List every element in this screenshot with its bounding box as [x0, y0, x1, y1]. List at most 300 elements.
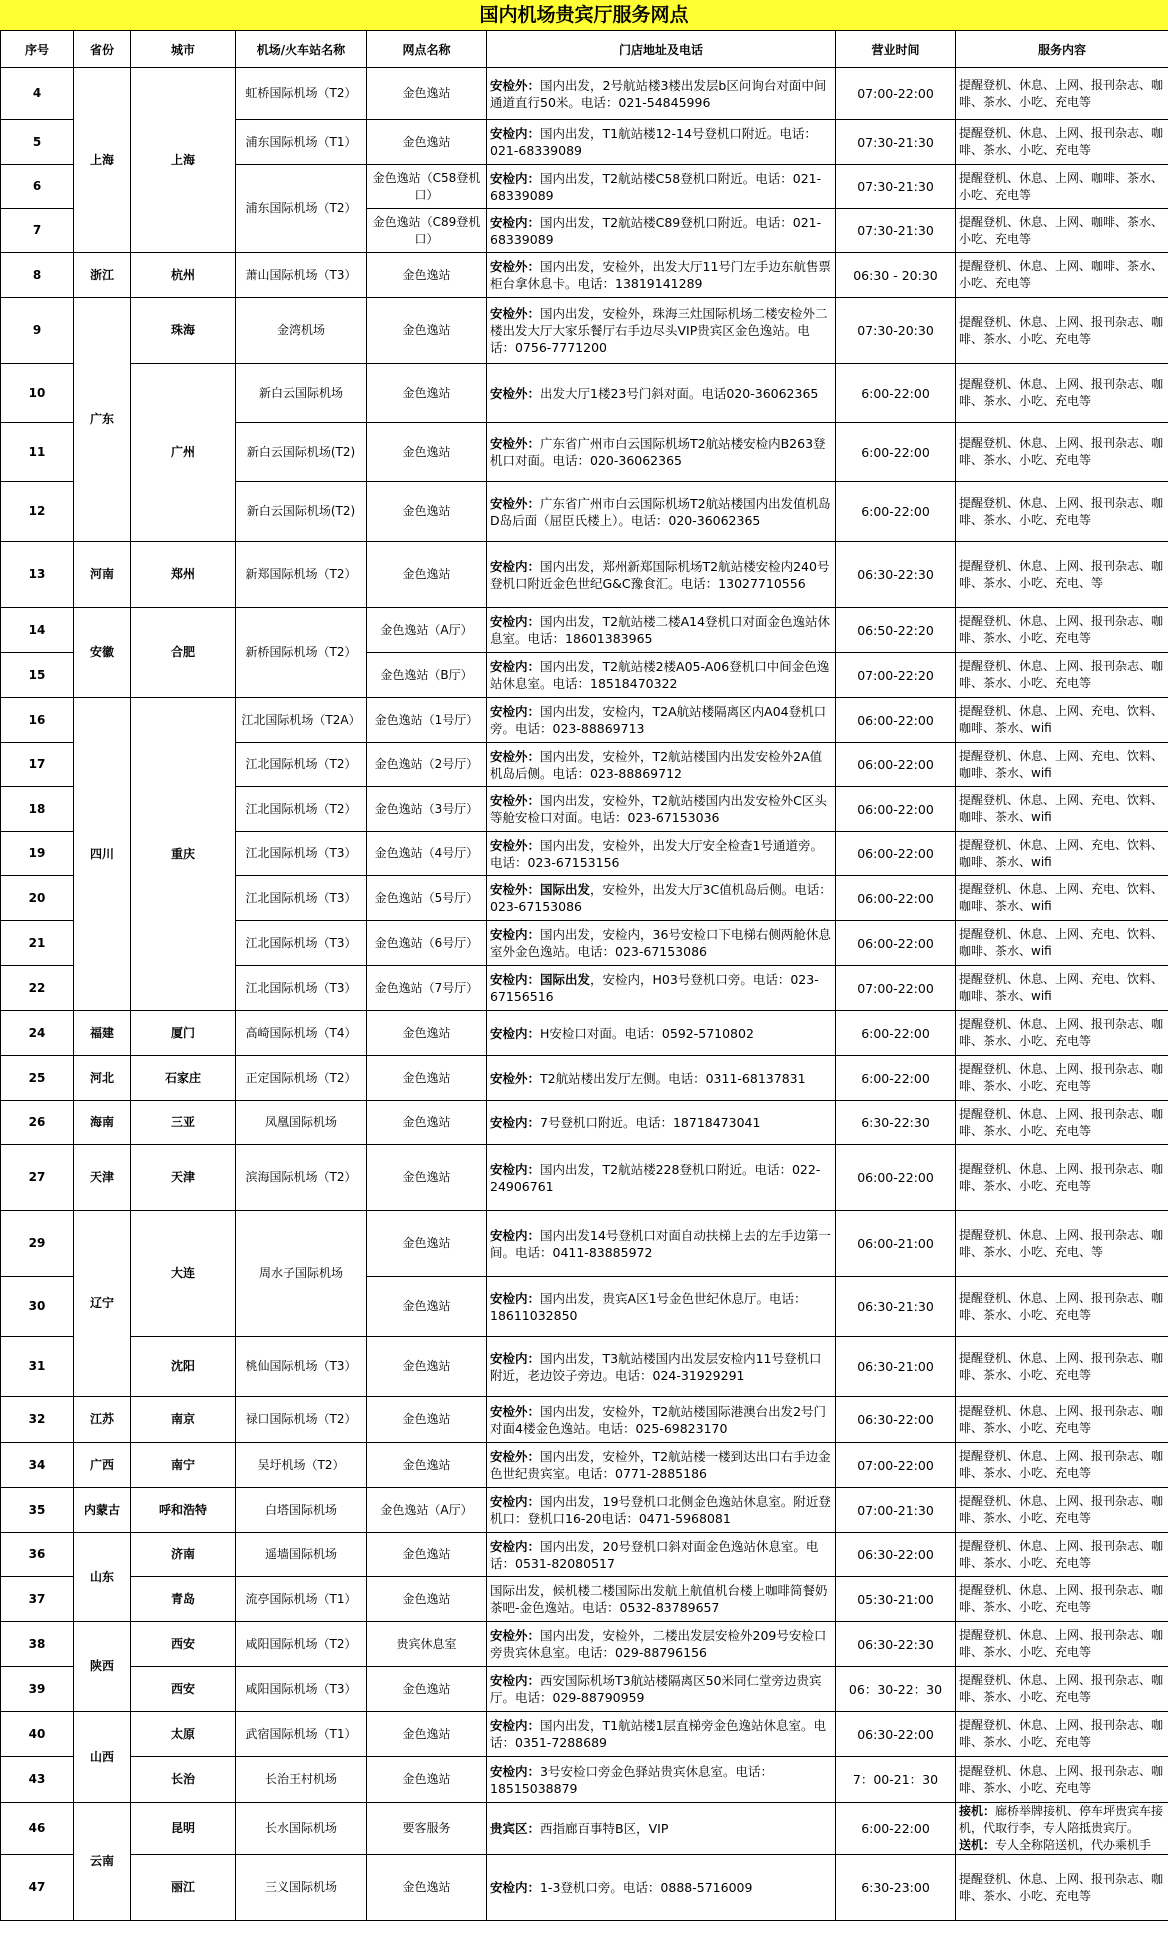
province-cell: 广西	[74, 1443, 131, 1488]
address-text: 3号安检口旁金色驿站贵宾休息室。电话：18515038879	[490, 1763, 773, 1796]
hours-cell: 06:00-22:00	[836, 921, 956, 966]
service-cell	[956, 787, 1168, 832]
address-label: 安检外：	[490, 837, 541, 853]
address-cell	[487, 1277, 836, 1337]
row-number: 34	[1, 1443, 74, 1488]
address-text: 国内出发，贵宾A区1号金色世纪休息厅。电话：18611032850	[490, 1290, 807, 1323]
hours-cell: 6:00-22:00	[836, 1803, 956, 1855]
hours-cell: 06:00-21:00	[836, 1211, 956, 1277]
service-text: 提醒登机、休息、上网、报刊杂志、咖啡、茶水、小吃、充电等	[959, 1494, 1164, 1525]
service-text: 提醒登机、休息、上网、报刊杂志、咖啡、茶水、小吃、充电等	[959, 1062, 1164, 1093]
service-text: 提醒登机、休息、上网、报刊杂志、咖啡、茶水、小吃、充电等	[959, 314, 1164, 346]
table-row	[1, 298, 1168, 364]
address-text: 西安国际机场T3航站楼隔离区50米同仁堂旁边贵宾厅。电话：029-88790959	[490, 1673, 822, 1705]
service-text: 提醒登机、休息、上网、报刊杂志、咖啡、茶水、小吃、充电等	[959, 1538, 1164, 1570]
outlet-cell: 金色逸站	[367, 542, 487, 608]
service-text: 提醒登机、休息、上网、咖啡、茶水、小吃、充电等	[959, 214, 1164, 246]
service-cell	[956, 1855, 1168, 1921]
hours-cell: 07:30-20:30	[836, 298, 956, 364]
header-airport: 机场/火车站名称	[236, 31, 367, 68]
table-row	[1, 542, 1168, 608]
city-cell: 合肥	[131, 608, 236, 698]
address-text: 国内出发，T2航站楼C58登机口附近。电话：021-68339089	[490, 170, 822, 203]
hours-cell: 06:30-22:00	[836, 1397, 956, 1443]
service-text: 提醒登机、休息、上网、报刊杂志、咖啡、茶水、小吃、充电等	[959, 495, 1164, 527]
airport-cell: 江北国际机场（T3）	[236, 921, 367, 966]
service-cell	[956, 608, 1168, 653]
city-cell: 丽江	[131, 1855, 236, 1921]
service-text: 提醒登机、休息、上网、报刊杂志、咖啡、茶水、小吃、充电等	[959, 1673, 1164, 1704]
row-number: 19	[1, 832, 74, 876]
province-cell: 天津	[74, 1145, 131, 1211]
address-text: 国内出发，安检外，珠海三灶国际机场二楼安检外二楼出发大厅大家乐餐厅右手边尽头VIP贵宾区金色逸站。电话：0756-7771200	[490, 306, 828, 355]
address-label: 安检内：	[490, 170, 541, 186]
address-cell	[487, 423, 836, 482]
row-number: 46	[1, 1803, 74, 1855]
outlet-cell: 金色逸站	[367, 1712, 487, 1757]
service-text: 提醒登机、休息、上网、报刊杂志、咖啡、茶水、小吃、充电等	[959, 1017, 1164, 1048]
city-cell: 济南	[131, 1533, 236, 1577]
airport-cell: 周水子国际机场	[236, 1211, 367, 1337]
hours-cell: 6:00-22:00	[836, 423, 956, 482]
outlet-cell: 金色逸站（2号厅）	[367, 743, 487, 787]
table-row	[1, 1056, 1168, 1101]
city-cell: 天津	[131, 1145, 236, 1211]
table-row	[1, 1101, 1168, 1145]
airport-cell: 三义国际机场	[236, 1855, 367, 1921]
address-text: 国际出发，候机楼二楼国际出发航上航值机台楼上咖啡简餐奶茶吧-金色逸站。电话：0532-83789657	[490, 1583, 828, 1615]
service-cell	[956, 966, 1168, 1011]
service-text: 提醒登机、休息、上网、报刊杂志、咖啡、茶水、小吃、充电等	[959, 1763, 1164, 1795]
header-service: 服务内容	[956, 31, 1168, 68]
table-row	[1, 1855, 1168, 1921]
outlet-cell: 金色逸站	[367, 482, 487, 542]
city-cell: 沈阳	[131, 1337, 236, 1397]
service-cell	[956, 209, 1168, 253]
airport-cell: 江北国际机场（T3）	[236, 876, 367, 921]
service-text: 提醒登机、休息、上网、咖啡、茶水、小吃、充电等	[959, 170, 1164, 202]
row-number: 5	[1, 120, 74, 165]
city-cell: 青岛	[131, 1577, 236, 1622]
airport-cell: 新白云国际机场(T2)	[236, 423, 367, 482]
address-label: 安检内：	[490, 1227, 541, 1243]
city-cell: 长治	[131, 1757, 236, 1803]
row-number: 22	[1, 966, 74, 1011]
service-text: 提醒登机、休息、上网、充电、饮料、咖啡、茶水、wifi	[959, 972, 1164, 1003]
row-number: 36	[1, 1533, 74, 1577]
hours-cell: 06:30-22:00	[836, 1533, 956, 1577]
address-text: 国内出发，安检外，T2航站楼一楼到达出口右手边金色世纪贵宾室。电话：0771-2885186	[490, 1449, 831, 1481]
header-city: 城市	[131, 31, 236, 68]
service-text: 提醒登机、休息、上网、报刊杂志、咖啡、茶水、小吃、充电等	[959, 1583, 1164, 1614]
address-text: T2航站楼出发厅左侧。电话：0311-68137831	[540, 1070, 806, 1086]
airport-cell: 江北国际机场（T3）	[236, 966, 367, 1011]
address-text: 1-3登机口旁。电话：0888-5716009	[540, 1880, 753, 1895]
address-cell	[487, 1101, 836, 1145]
address-text: 国内出发，2号航站楼3楼出发层b区问询台对面中间通道直行50米。电话：021-54845996	[490, 77, 827, 110]
address-cell	[487, 1712, 836, 1757]
address-label: 安检外：	[490, 306, 541, 321]
service-cell	[956, 1011, 1168, 1056]
row-number: 14	[1, 608, 74, 653]
address-text: 国内出发，T1航站楼12-14号登机口附近。电话：021-68339089	[490, 126, 817, 158]
outlet-cell: 金色逸站	[367, 1277, 487, 1337]
service-cell	[956, 542, 1168, 608]
service-cell	[956, 1056, 1168, 1101]
province-cell: 云南	[74, 1803, 131, 1921]
outlet-cell: 金色逸站	[367, 298, 487, 364]
address-cell	[487, 966, 836, 1011]
airport-cell: 流亭国际机场（T1）	[236, 1577, 367, 1622]
address-cell	[487, 364, 836, 423]
address-text: 国内出发14号登机口对面自动扶梯上去的左手边第一间。电话：0411-83885972	[490, 1227, 831, 1260]
service-text: 提醒登机、休息、上网、报刊杂志、咖啡、茶水、小吃、充电等	[959, 1106, 1164, 1138]
city-cell: 大连	[131, 1211, 236, 1337]
address-label: 安检外：	[490, 1403, 541, 1419]
airport-cell: 长治王村机场	[236, 1757, 367, 1803]
address-text: H安检口对面。电话：0592-5710802	[540, 1025, 754, 1041]
address-label: 安检内：	[490, 704, 541, 719]
service-text: 提醒登机、休息、上网、报刊杂志、咖啡、茶水、小吃、充电等	[959, 1350, 1164, 1382]
row-number: 15	[1, 653, 74, 698]
address-text: 7号登机口附近。电话：18718473041	[540, 1115, 761, 1130]
address-cell	[487, 921, 836, 966]
airport-cell: 凤凰国际机场	[236, 1101, 367, 1145]
province-cell: 内蒙古	[74, 1488, 131, 1533]
service-cell	[956, 921, 1168, 966]
table-row	[1, 1011, 1168, 1056]
airport-cell: 江北国际机场（T2）	[236, 743, 367, 787]
outlet-cell: 金色逸站（C58登机口）	[367, 165, 487, 209]
service-text: 提醒登机、休息、上网、报刊杂志、咖啡、茶水、小吃、充电等	[959, 614, 1164, 645]
service-cell	[956, 876, 1168, 921]
service-text: 提醒登机、休息、上网、充电、饮料、咖啡、茶水、wifi	[959, 837, 1164, 869]
address-label: 安检内：	[490, 1763, 541, 1779]
hours-cell: 06:00-22:00	[836, 787, 956, 832]
airport-cell: 萧山国际机场（T3）	[236, 253, 367, 298]
address-cell	[487, 1397, 836, 1443]
airport-cell: 桃仙国际机场（T3）	[236, 1337, 367, 1397]
address-label: 安检内：	[490, 1290, 541, 1306]
header-outlet: 网点名称	[367, 31, 487, 68]
airport-cell: 浦东国际机场（T2）	[236, 165, 367, 253]
table-row	[1, 1211, 1168, 1277]
row-number: 11	[1, 423, 74, 482]
table-row	[1, 1712, 1168, 1757]
address-label: 安检内：	[490, 1025, 541, 1041]
address-cell	[487, 1488, 836, 1533]
address-label: 安检内：	[490, 972, 541, 987]
address-cell	[487, 1145, 836, 1211]
city-cell: 太原	[131, 1712, 236, 1757]
address-cell	[487, 298, 836, 364]
address-text: 国内出发，T3航站楼国内出发层安检内11号登机口附近，老边饺子旁边。电话：024-31929291	[490, 1350, 822, 1383]
header-address: 门店地址及电话	[487, 31, 836, 68]
address-text: 国内出发，20号登机口斜对面金色逸站休息室。电话：0531-82080517	[490, 1538, 819, 1571]
outlet-cell: 金色逸站	[367, 1056, 487, 1101]
address-label: 安检内：	[490, 614, 541, 629]
service-label: 接机：	[959, 1804, 996, 1818]
address-cell	[487, 542, 836, 608]
table-row	[1, 1397, 1168, 1443]
service-text: 提醒登机、休息、上网、报刊杂志、咖啡、茶水、小吃、充电等	[959, 659, 1164, 690]
table-row	[1, 253, 1168, 298]
address-text: 西指廊百事特B区，VIP	[540, 1821, 669, 1836]
address-cell	[487, 1622, 836, 1667]
outlet-cell: 金色逸站（3号厅）	[367, 787, 487, 832]
outlet-cell: 金色逸站（4号厅）	[367, 832, 487, 876]
row-number: 26	[1, 1101, 74, 1145]
city-cell: 西安	[131, 1622, 236, 1667]
address-cell	[487, 1056, 836, 1101]
province-cell: 海南	[74, 1101, 131, 1145]
outlet-cell: 金色逸站	[367, 1145, 487, 1211]
service-cell	[956, 364, 1168, 423]
hours-cell: 6:00-22:00	[836, 482, 956, 542]
lounge-table	[0, 30, 1168, 1921]
airport-cell: 新白云国际机场	[236, 364, 367, 423]
row-number: 39	[1, 1667, 74, 1712]
address-label: 安检外：	[490, 1628, 541, 1643]
address-label: 安检内：	[490, 1880, 541, 1895]
airport-cell: 长水国际机场	[236, 1803, 367, 1855]
province-cell: 上海	[74, 68, 131, 253]
outlet-cell: 金色逸站（A厅）	[367, 608, 487, 653]
address-cell	[487, 743, 836, 787]
service-cell	[956, 1443, 1168, 1488]
address-text: 国内出发，T2航站楼C89登机口附近。电话：021-68339089	[490, 214, 822, 247]
address-cell	[487, 482, 836, 542]
header-province: 省份	[74, 31, 131, 68]
service-cell	[956, 1145, 1168, 1211]
outlet-cell: 金色逸站（A厅）	[367, 1488, 487, 1533]
service-cell	[956, 653, 1168, 698]
service-label: 送机：	[959, 1838, 996, 1852]
hours-cell: 06:50-22:20	[836, 608, 956, 653]
address-text: 国内出发，T2航站楼二楼A14登机口对面金色逸站休息室。电话：18601383965	[490, 614, 831, 646]
address-text: 国内出发，安检外，二楼出发层安检外209号安检口旁贵宾休息室。电话：029-88796156	[490, 1628, 827, 1660]
service-text: 提醒登机、休息、上网、报刊杂志、咖啡、茶水、小吃、充电等	[959, 1449, 1164, 1480]
address-text: 广东省广州市白云国际机场T2航站楼国内出发值机岛D岛后面（屈臣氏楼上）。电话：020-36062365	[490, 495, 831, 528]
address-cell	[487, 876, 836, 921]
address-cell	[487, 1533, 836, 1577]
table-row	[1, 608, 1168, 653]
service-cell	[956, 1397, 1168, 1443]
header-no: 序号	[1, 31, 74, 68]
address-cell	[487, 608, 836, 653]
hours-cell: 06:30-22:30	[836, 1622, 956, 1667]
province-cell: 河北	[74, 1056, 131, 1101]
airport-cell: 新郑国际机场（T2）	[236, 542, 367, 608]
hours-cell: 06:00-22:00	[836, 1145, 956, 1211]
service-cell	[956, 743, 1168, 787]
hours-cell: 6:00-22:00	[836, 1056, 956, 1101]
address-text: 国内出发，安检外，T2航站楼国际港澳台出发2号门对面4楼金色逸站。电话：025-69823170	[490, 1403, 827, 1436]
address-label: 安检内：	[490, 558, 541, 574]
airport-cell: 禄口国际机场（T2）	[236, 1397, 367, 1443]
address-label: 安检外：	[490, 882, 541, 897]
province-cell: 陕西	[74, 1622, 131, 1712]
address-cell	[487, 1211, 836, 1277]
hours-cell: 06:00-22:00	[836, 832, 956, 876]
row-number: 20	[1, 876, 74, 921]
table-row	[1, 1757, 1168, 1803]
city-cell: 呼和浩特	[131, 1488, 236, 1533]
table-row	[1, 68, 1168, 120]
address-text: 国内出发，安检内，36号安检口下电梯右侧两舱休息室外金色逸站。电话：023-67153086	[490, 927, 831, 959]
address-label: 安检外：	[490, 436, 541, 451]
service-cell	[956, 1211, 1168, 1277]
hours-cell: 06:30-22:30	[836, 542, 956, 608]
province-cell: 山东	[74, 1533, 131, 1622]
city-cell: 三亚	[131, 1101, 236, 1145]
address-text: 国内出发，T1航站楼1层直梯旁金色逸站休息室。电话：0351-7288689	[490, 1718, 827, 1750]
address-cell	[487, 1855, 836, 1921]
service-cell	[956, 482, 1168, 542]
address-cell	[487, 787, 836, 832]
address-cell	[487, 1337, 836, 1397]
address-label: 安检内：	[490, 1538, 541, 1554]
outlet-cell: 金色逸站（6号厅）	[367, 921, 487, 966]
service-cell	[956, 1803, 1168, 1855]
hours-cell: 07:00-22:20	[836, 653, 956, 698]
table-row	[1, 1667, 1168, 1712]
address-cell	[487, 209, 836, 253]
service-text: 提醒登机、休息、上网、充电、饮料、咖啡、茶水、wifi	[959, 882, 1164, 913]
hours-cell: 07:00-22:00	[836, 68, 956, 120]
address-label: 安检外：	[490, 1449, 541, 1464]
service-text: 提醒登机、休息、上网、报刊杂志、咖啡、茶水、小吃、充电、等	[959, 558, 1164, 590]
hours-cell: 07:30-21:30	[836, 165, 956, 209]
address-text: 国内出发，郑州新郑国际机场T2航站楼安检内240号登机口附近金色世纪G&C豫食汇。电话：13027710556	[490, 558, 830, 591]
service-cell	[956, 1667, 1168, 1712]
address-text: 广东省广州市白云国际机场T2航站楼安检内B263登机口对面。电话：020-36062365	[490, 436, 826, 468]
outlet-cell: 金色逸站	[367, 1443, 487, 1488]
address-text: 国内出发，安检外，出发大厅11号门左手边东航售票柜台拿休息卡。电话：13819141289	[490, 259, 831, 291]
table-row	[1, 1622, 1168, 1667]
hours-cell: 07:00-21:30	[836, 1488, 956, 1533]
table-row	[1, 1443, 1168, 1488]
address-text: 国内出发，T2航站楼228登机口附近。电话：022-24906761	[490, 1161, 821, 1194]
service-cell	[956, 1101, 1168, 1145]
row-number: 47	[1, 1855, 74, 1921]
outlet-cell: 金色逸站（1号厅）	[367, 698, 487, 743]
row-number: 6	[1, 165, 74, 209]
row-number: 21	[1, 921, 74, 966]
service-cell	[956, 298, 1168, 364]
service-text: 提醒登机、休息、上网、充电、饮料、咖啡、茶水、wifi	[959, 927, 1164, 958]
address-label: 安检外：	[490, 259, 541, 274]
outlet-cell: 金色逸站	[367, 1397, 487, 1443]
outlet-cell: 金色逸站	[367, 1337, 487, 1397]
service-cell	[956, 1533, 1168, 1577]
airport-cell: 江北国际机场（T2A）	[236, 698, 367, 743]
address-cell	[487, 120, 836, 165]
airport-cell: 武宿国际机场（T1）	[236, 1712, 367, 1757]
province-cell: 四川	[74, 698, 131, 1011]
address-cell	[487, 698, 836, 743]
city-cell: 广州	[131, 364, 236, 542]
header-row	[1, 31, 1168, 68]
hours-cell: 07:30-21:30	[836, 120, 956, 165]
service-text: 提醒登机、休息、上网、报刊杂志、咖啡、茶水、小吃、充电等	[959, 1628, 1164, 1659]
airport-cell: 咸阳国际机场（T2）	[236, 1622, 367, 1667]
hours-cell: 6:30-22:30	[836, 1101, 956, 1145]
outlet-cell: 贵宾休息室	[367, 1622, 487, 1667]
province-cell: 河南	[74, 542, 131, 608]
outlet-cell: 金色逸站（5号厅）	[367, 876, 487, 921]
service-cell	[956, 1337, 1168, 1397]
outlet-cell: 金色逸站	[367, 364, 487, 423]
service-text: 提醒登机、休息、上网、充电、饮料、咖啡、茶水、wifi	[959, 793, 1164, 824]
address-cell	[487, 1757, 836, 1803]
hours-cell: 07:00-22:00	[836, 966, 956, 1011]
address-label: 安检外：	[490, 793, 541, 808]
address-cell	[487, 1803, 836, 1855]
service-cell	[956, 120, 1168, 165]
province-cell: 广东	[74, 298, 131, 542]
row-number: 30	[1, 1277, 74, 1337]
address-text: 国内出发，19号登机口北侧金色逸站休息室。附近登机口：登机口16-20电话：0471-5968081	[490, 1494, 831, 1526]
service-text: 提醒登机、休息、上网、充电、饮料、咖啡、茶水、wifi	[959, 748, 1164, 780]
hours-cell: 06:30-21:30	[836, 1277, 956, 1337]
row-number: 13	[1, 542, 74, 608]
address-text: 国内出发，安检外，T2航站楼国内出发安检外2A值机岛后侧。电话：023-88869712	[490, 748, 823, 781]
address-text: ，安检外，出发大厅3C值机岛后侧。电话：023-67153086	[490, 882, 832, 914]
address-label: 安检内：	[490, 1673, 541, 1688]
address-cell	[487, 832, 836, 876]
airport-cell: 高崎国际机场（T4）	[236, 1011, 367, 1056]
address-label: 贵宾区：	[490, 1821, 541, 1836]
outlet-cell: 金色逸站	[367, 1101, 487, 1145]
sheet-title: 国内机场贵宾厅服务网点	[0, 0, 1168, 31]
row-number: 35	[1, 1488, 74, 1533]
address-cell	[487, 68, 836, 120]
airport-cell: 虹桥国际机场（T2）	[236, 68, 367, 120]
service-text: 提醒登机、休息、上网、咖啡、茶水、小吃、充电等	[959, 259, 1164, 290]
city-cell: 南京	[131, 1397, 236, 1443]
row-number: 24	[1, 1011, 74, 1056]
outlet-cell: 金色逸站	[367, 120, 487, 165]
province-cell: 安徽	[74, 608, 131, 698]
address-label: 安检内：	[490, 126, 541, 141]
outlet-cell: 金色逸站（7号厅）	[367, 966, 487, 1011]
airport-cell: 江北国际机场（T3）	[236, 832, 367, 876]
address-cell	[487, 653, 836, 698]
row-number: 31	[1, 1337, 74, 1397]
service-cell	[956, 253, 1168, 298]
outlet-cell: 金色逸站	[367, 1667, 487, 1712]
airport-cell: 滨海国际机场（T2）	[236, 1145, 367, 1211]
hours-cell: 06:00-22:00	[836, 876, 956, 921]
table-row	[1, 1488, 1168, 1533]
hours-cell: 06:30-22:00	[836, 1712, 956, 1757]
service-cell	[956, 1577, 1168, 1622]
address-cell	[487, 1443, 836, 1488]
row-number: 27	[1, 1145, 74, 1211]
hours-cell: 6:30-23:00	[836, 1855, 956, 1921]
address-cell	[487, 1577, 836, 1622]
airport-cell: 金湾机场	[236, 298, 367, 364]
service-text: 提醒登机、休息、上网、报刊杂志、咖啡、茶水、小吃、充电等	[959, 1290, 1164, 1322]
province-cell: 山西	[74, 1712, 131, 1803]
service-text: 提醒登机、休息、上网、报刊杂志、咖啡、茶水、小吃、充电、等	[959, 1227, 1164, 1259]
table-row	[1, 364, 1168, 423]
airport-cell: 新白云国际机场(T2)	[236, 482, 367, 542]
row-number: 38	[1, 1622, 74, 1667]
service-cell	[956, 1488, 1168, 1533]
address-text: 国内出发，安检内，T2A航站楼隔离区内A04登机口旁。电话：023-88869713	[490, 704, 827, 736]
